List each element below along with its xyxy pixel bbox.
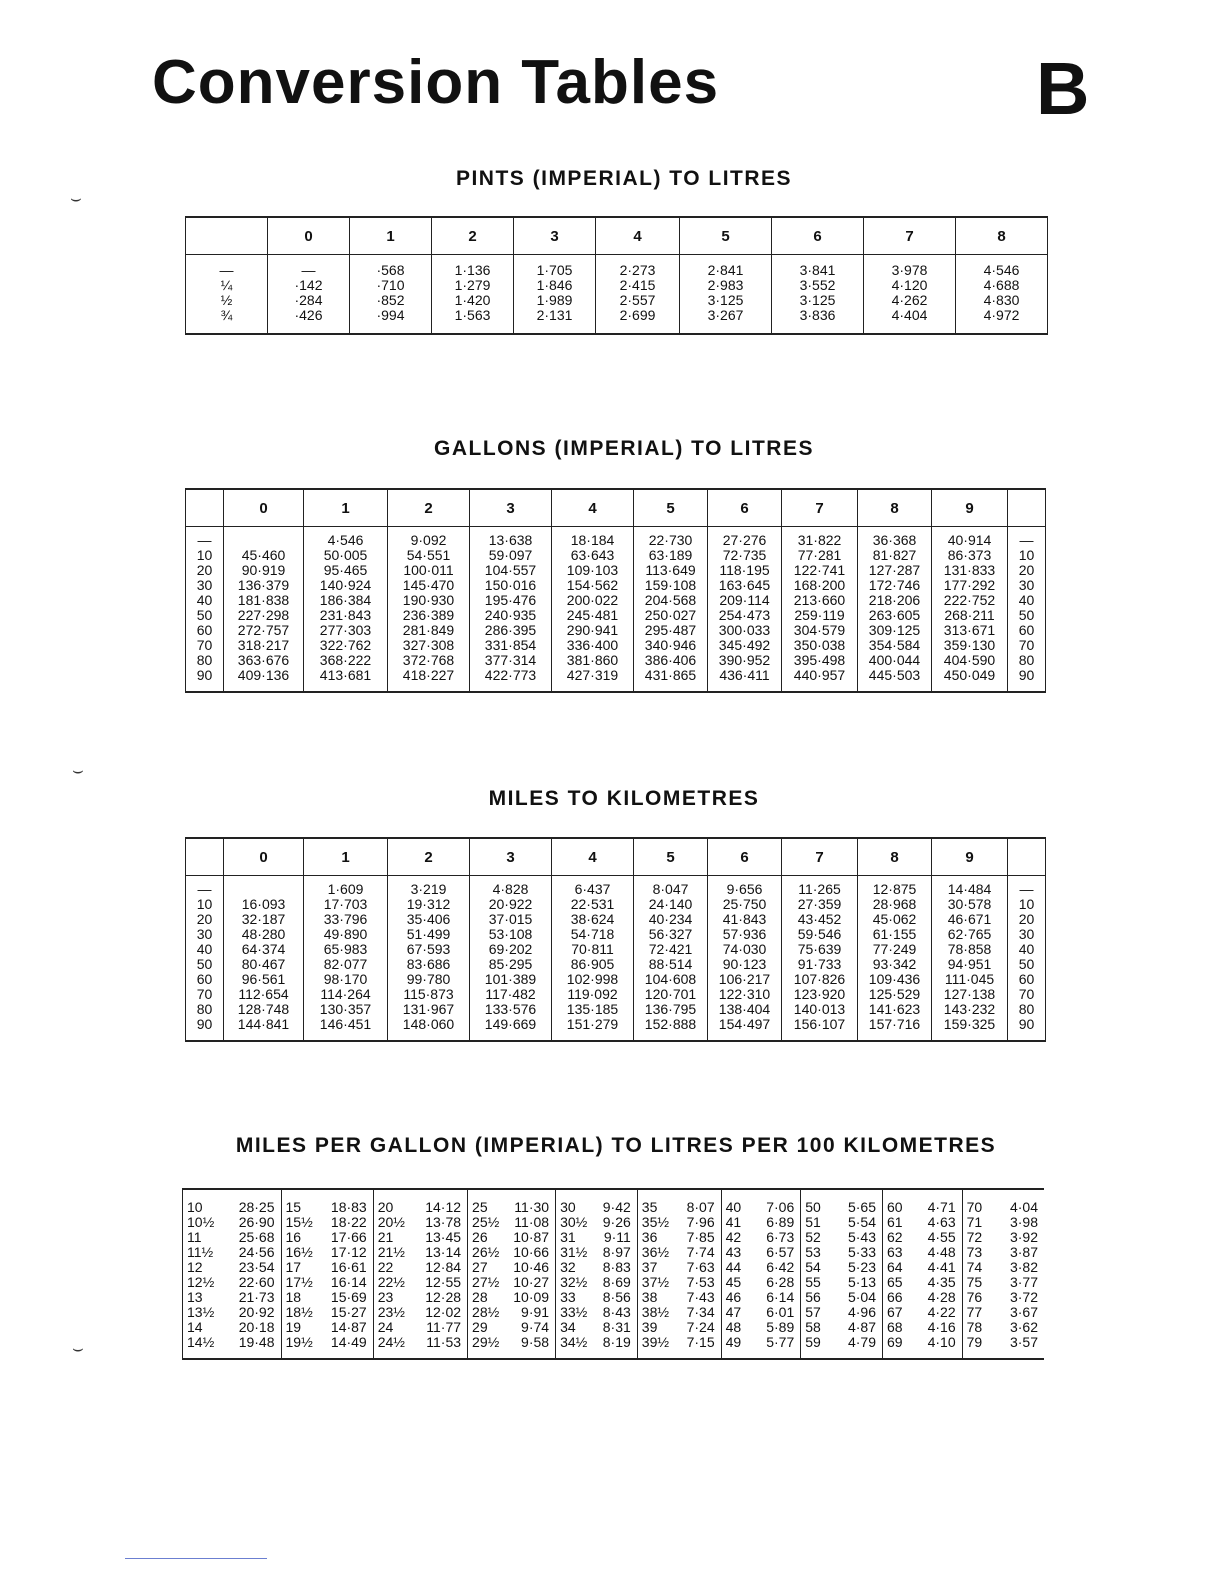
mpg-group-7-mpg: 50 51 52 53 54 55 56 57 58 59 [801, 1189, 832, 1359]
pints-col-5: 5 [680, 217, 772, 255]
mpg-group-1-litres: 18·83 18·22 17·66 17·12 16·61 16·14 15·69 15·27 14·87 14·49 [330, 1199, 367, 1350]
miles-values-4: 6·437 22·531 38·624 54·718 70·811 86·905 102·998 119·092 135·185 151·279 [552, 876, 634, 1042]
scan-mark: ⌣ [70, 188, 82, 208]
gallons-table-title: GALLONS (IMPERIAL) TO LITRES [434, 437, 814, 460]
pints-col-8: 8 [956, 217, 1048, 255]
mpg-group-3-mpg: 25 25½ 26 26½ 27 27½ 28 28½ 29 29½ [468, 1189, 499, 1359]
miles-values-1: 1·609 17·703 33·796 49·890 65·983 82·077 98·170 114·264 130·357 146·451 [304, 876, 388, 1042]
gallons-col-4: 4 [552, 489, 634, 527]
miles-row-labels-right: — 10 20 30 40 50 60 70 80 90 [1008, 876, 1046, 1042]
miles-col-1: 1 [304, 838, 388, 876]
miles-values-0: 16·093 32·187 48·280 64·374 80·467 96·561 112·654 128·748 144·841 [224, 876, 304, 1042]
mpg-group-9-mpg: 70 71 72 73 74 75 76 77 78 79 [962, 1189, 993, 1359]
scan-mark: ⌣ [72, 760, 84, 780]
miles-col-3: 3 [470, 838, 552, 876]
pints-values-7: 3·978 4·120 4·262 4·404 [864, 255, 956, 335]
mpg-group-5-litres: 8·07 7·96 7·85 7·74 7·63 7·53 7·43 7·34 7·24 7·15 [686, 1199, 715, 1350]
mpg-table [182, 1188, 1044, 1360]
gallons-header-row [186, 489, 1046, 527]
mpg-group-2-litres: 14·12 13·78 13·45 13·14 12·84 12·55 12·28 12·02 11·77 11·53 [425, 1199, 462, 1350]
gallons-col-1: 1 [304, 489, 388, 527]
pints-values-0: — ·142 ·284 ·426 [268, 255, 350, 335]
miles-values-5: 8·047 24·140 40·234 56·327 72·421 88·514 104·608 120·701 136·795 152·888 [634, 876, 708, 1042]
pints-body-row [186, 255, 1048, 335]
mpg-group-5-mpg: 35 35½ 36 36½ 37 37½ 38 38½ 39 39½ [637, 1189, 668, 1359]
scan-mark: ⌣ [72, 1338, 84, 1358]
mpg-group-6-litres: 7·06 6·89 6·73 6·57 6·42 6·28 6·14 6·01 5·89 5·77 [766, 1199, 795, 1350]
pints-col-3: 3 [514, 217, 596, 255]
miles-values-3: 4·828 20·922 37·015 53·108 69·202 85·295 101·389 117·482 133·576 149·669 [470, 876, 552, 1042]
miles-table-title: MILES TO KILOMETRES [488, 787, 760, 810]
miles-col-2: 2 [388, 838, 470, 876]
pints-col-0: 0 [268, 217, 350, 255]
miles-table [185, 837, 1046, 1042]
miles-corner-left [186, 838, 224, 876]
pints-col-7: 7 [864, 217, 956, 255]
pints-values-5: 2·841 2·983 3·125 3·267 [680, 255, 772, 335]
gallons-values-7: 31·822 77·281 122·741 168·200 213·660 259·119 304·579 350·038 395·498 440·957 [782, 527, 858, 693]
mpg-group-4-litres: 9·42 9·26 9·11 8·97 8·83 8·69 8·56 8·43 8·31 8·19 [602, 1199, 631, 1350]
pints-col-2: 2 [432, 217, 514, 255]
pints-table-title: PINTS (IMPERIAL) TO LITRES [455, 167, 793, 190]
gallons-values-5: 22·730 63·189 113·649 159·108 204·568 250·027 295·487 340·946 386·406 431·865 [634, 527, 708, 693]
gallons-values-8: 36·368 81·827 127·287 172·746 218·206 263·605 309·125 354·584 400·044 445·503 [858, 527, 932, 693]
gallons-col-6: 6 [708, 489, 782, 527]
miles-row-labels-left: — 10 20 30 40 50 60 70 80 90 [186, 876, 224, 1042]
mpg-group-4-mpg: 30 30½ 31 31½ 32 32½ 33 33½ 34 34½ [556, 1189, 587, 1359]
pints-values-2: 1·136 1·279 1·420 1·563 [432, 255, 514, 335]
pints-corner [186, 217, 268, 255]
mpg-group-9-litres: 4·04 3·98 3·92 3·87 3·82 3·77 3·72 3·67 3·62 3·57 [1009, 1199, 1038, 1350]
pints-col-6: 6 [772, 217, 864, 255]
footer-rule [125, 1558, 267, 1559]
mpg-group-6-mpg: 40 41 42 43 44 45 46 47 48 49 [721, 1189, 752, 1359]
gallons-values-0: 45·460 90·919 136·379 181·838 227·298 272·757 318·217 363·676 409·136 [224, 527, 304, 693]
mpg-group-0-litres: 28·25 26·90 25·68 24·56 23·54 22·60 21·73 20·92 20·18 19·48 [238, 1199, 275, 1350]
miles-col-9: 9 [932, 838, 1008, 876]
pints-col-4: 4 [596, 217, 680, 255]
mpg-table-title: MILES PER GALLON (IMPERIAL) TO LITRES PER 100 KILOMETRES [235, 1134, 997, 1157]
miles-values-9: 14·484 30·578 46·671 62·765 78·858 94·951 111·045 127·138 143·232 159·325 [932, 876, 1008, 1042]
gallons-values-6: 27·276 72·735 118·195 163·645 209·114 254·473 300·033 345·492 390·952 436·411 [708, 527, 782, 693]
miles-col-6: 6 [708, 838, 782, 876]
gallons-col-9: 9 [932, 489, 1008, 527]
pints-values-4: 2·273 2·415 2·557 2·699 [596, 255, 680, 335]
pints-col-1: 1 [350, 217, 432, 255]
miles-values-7: 11·265 27·359 43·452 59·546 75·639 91·733 107·826 123·920 140·013 156·107 [782, 876, 858, 1042]
miles-col-4: 4 [552, 838, 634, 876]
miles-col-0: 0 [224, 838, 304, 876]
miles-col-8: 8 [858, 838, 932, 876]
pints-values-6: 3·841 3·552 3·125 3·836 [772, 255, 864, 335]
miles-values-2: 3·219 19·312 35·406 51·499 67·593 83·686 99·780 115·873 131·967 148·060 [388, 876, 470, 1042]
mpg-group-8-litres: 4·71 4·63 4·55 4·48 4·41 4·35 4·28 4·22 4·16 4·10 [927, 1199, 956, 1350]
pints-table [185, 216, 1048, 335]
section-letter: B [1036, 47, 1090, 130]
gallons-col-0: 0 [224, 489, 304, 527]
mpg-group-7-litres: 5·65 5·54 5·43 5·33 5·23 5·13 5·04 4·96 4·87 4·79 [847, 1199, 876, 1350]
gallons-col-7: 7 [782, 489, 858, 527]
pints-values-3: 1·705 1·846 1·989 2·131 [514, 255, 596, 335]
miles-header-row [186, 838, 1046, 876]
miles-col-7: 7 [782, 838, 858, 876]
mpg-group-2-mpg: 20 20½ 21 21½ 22 22½ 23 23½ 24 24½ [373, 1189, 404, 1359]
mpg-group-0-mpg: 10 10½ 11 11½ 12 12½ 13 13½ 14 14½ [183, 1189, 214, 1359]
mpg-group-3-litres: 11·30 11·08 10·87 10·66 10·46 10·27 10·09 9·91 9·74 9·58 [513, 1199, 550, 1350]
gallons-body-row [186, 527, 1046, 693]
gallons-values-4: 18·184 63·643 109·103 154·562 200·022 245·481 290·941 336·400 381·860 427·319 [552, 527, 634, 693]
gallons-col-8: 8 [858, 489, 932, 527]
mpg-body-row [183, 1189, 1045, 1359]
pints-values-8: 4·546 4·688 4·830 4·972 [956, 255, 1048, 335]
gallons-col-5: 5 [634, 489, 708, 527]
pints-row-labels: — ¼ ½ ¾ [186, 255, 268, 335]
gallons-corner-left [186, 489, 224, 527]
miles-values-6: 9·656 25·750 41·843 57·936 74·030 90·123 106·217 122·310 138·404 154·497 [708, 876, 782, 1042]
pints-header-row [186, 217, 1048, 255]
mpg-group-8-mpg: 60 61 62 63 64 65 66 67 68 69 [883, 1189, 914, 1359]
gallons-corner-right [1008, 489, 1046, 527]
miles-values-8: 12·875 28·968 45·062 61·155 77·249 93·342 109·436 125·529 141·623 157·716 [858, 876, 932, 1042]
gallons-col-2: 2 [388, 489, 470, 527]
miles-corner-right [1008, 838, 1046, 876]
gallons-values-3: 13·638 59·097 104·557 150·016 195·476 240·935 286·395 331·854 377·314 422·773 [470, 527, 552, 693]
miles-col-5: 5 [634, 838, 708, 876]
gallons-row-labels-left: — 10 20 30 40 50 60 70 80 90 [186, 527, 224, 693]
gallons-table [185, 488, 1046, 693]
gallons-values-2: 9·092 54·551 100·011 145·470 190·930 236·389 281·849 327·308 372·768 418·227 [388, 527, 470, 693]
gallons-values-9: 40·914 86·373 131·833 177·292 222·752 268·211 313·671 359·130 404·590 450·049 [932, 527, 1008, 693]
pints-values-1: ·568 ·710 ·852 ·994 [350, 255, 432, 335]
miles-body-row [186, 876, 1046, 1042]
gallons-col-3: 3 [470, 489, 552, 527]
mpg-group-1-mpg: 15 15½ 16 16½ 17 17½ 18 18½ 19 19½ [281, 1189, 312, 1359]
page-title: Conversion Tables [152, 48, 720, 117]
gallons-values-1: 4·546 50·005 95·465 140·924 186·384 231·843 277·303 322·762 368·222 413·681 [304, 527, 388, 693]
gallons-row-labels-right: — 10 20 30 40 50 60 70 80 90 [1008, 527, 1046, 693]
